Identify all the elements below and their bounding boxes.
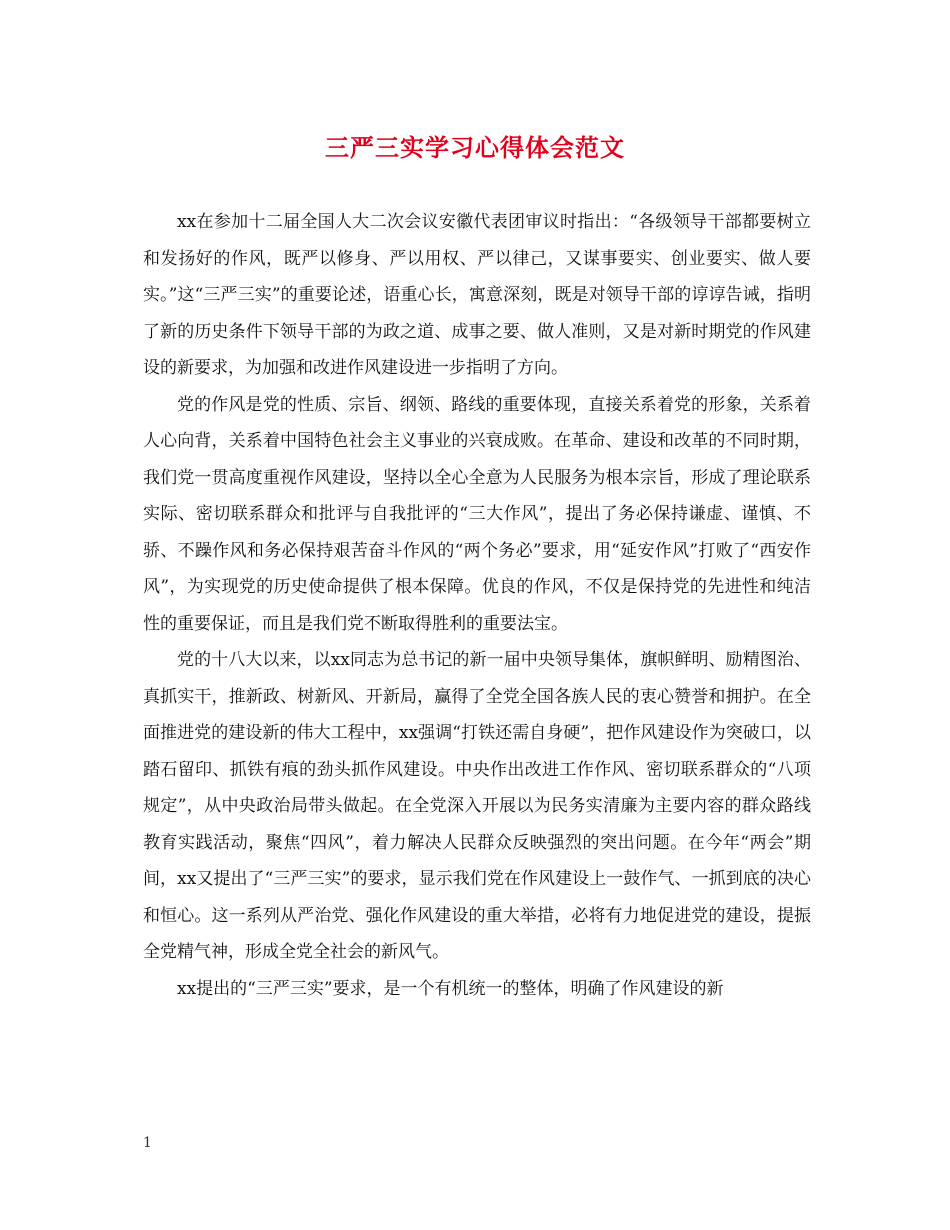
page-number: 1: [143, 1135, 152, 1151]
paragraph-2: 党的作风是党的性质、宗旨、纲领、路线的重要体现，直接关系着党的形象，关系着人心向背，关系着中国特色社会主义事业的兴衰成败。在革命、建设和改革的不同时期，我们党一贯高度重视作风建设，坚持以全心全意为人民服务为根本宗旨，形成了理论联系实际、密切联系群众和批评与自我批评的“三大作风”，提出了务必保持谦虚、谨慎、不骄、不躁作风和务必保持艰苦奋斗作风的“两个务必”要求，用“延安作风”打败了“西安作风”，为实现党的历史使命提供了根本保障。优良的作风，不仅是保持党的先进性和纯洁性的重要保证，而且是我们党不断取得胜利的重要法宝。: [143, 394, 811, 634]
document-body: [143, 204, 811, 1007]
paragraph-4: xx提出的“三严三实”要求，是一个有机统一的整体，明确了作风建设的新: [177, 978, 724, 999]
paragraph-1: xx在参加十二届全国人大二次会议安徽代表团审议时指出：“各级领导干部都要树立和发扬好的作风，既严以修身、严以用权、严以律己，又谋事要实、创业要实、做人要实。”这“三严三实”的重要论述，语重心长，寓意深刻，既是对领导干部的谆谆告诫，指明了新的历史条件下领导干部的为政之道、成事之要、做人准则，又是对新时期党的作风建设的新要求，为加强和改进作风建设进一步指明了方向。: [143, 212, 811, 378]
document-title: 三严三实学习心得体会范文: [325, 134, 625, 162]
paragraph-3: 党的十八大以来，以xx同志为总书记的新一届中央领导集体，旗帜鲜明、励精图治、真抓实干，推新政、树新风、开新局，赢得了全党全国各族人民的衷心赞誉和拥护。在全面推进党的建设新的伟大工程中，xx强调“打铁还需自身硬”，把作风建设作为突破口，以踏石留印、抓铁有痕的劲头抓作风建设。中央作出改进工作作风、密切联系群众的“八项规定”，从中央政治局带头做起。在全党深入开展以为民务实清廉为主要内容的群众路线教育实践活动，聚焦“四风”，着力解决人民群众反映强烈的突出问题。在今年“两会”期间，xx又提出了“三严三实”的要求，显示我们党在作风建设上一鼓作气、一抓到底的决心和恒心。这一系列从严治党、强化作风建设的重大举措，必将有力地促进党的建设，提振全党精气神，形成全党全社会的新风气。: [143, 650, 811, 962]
